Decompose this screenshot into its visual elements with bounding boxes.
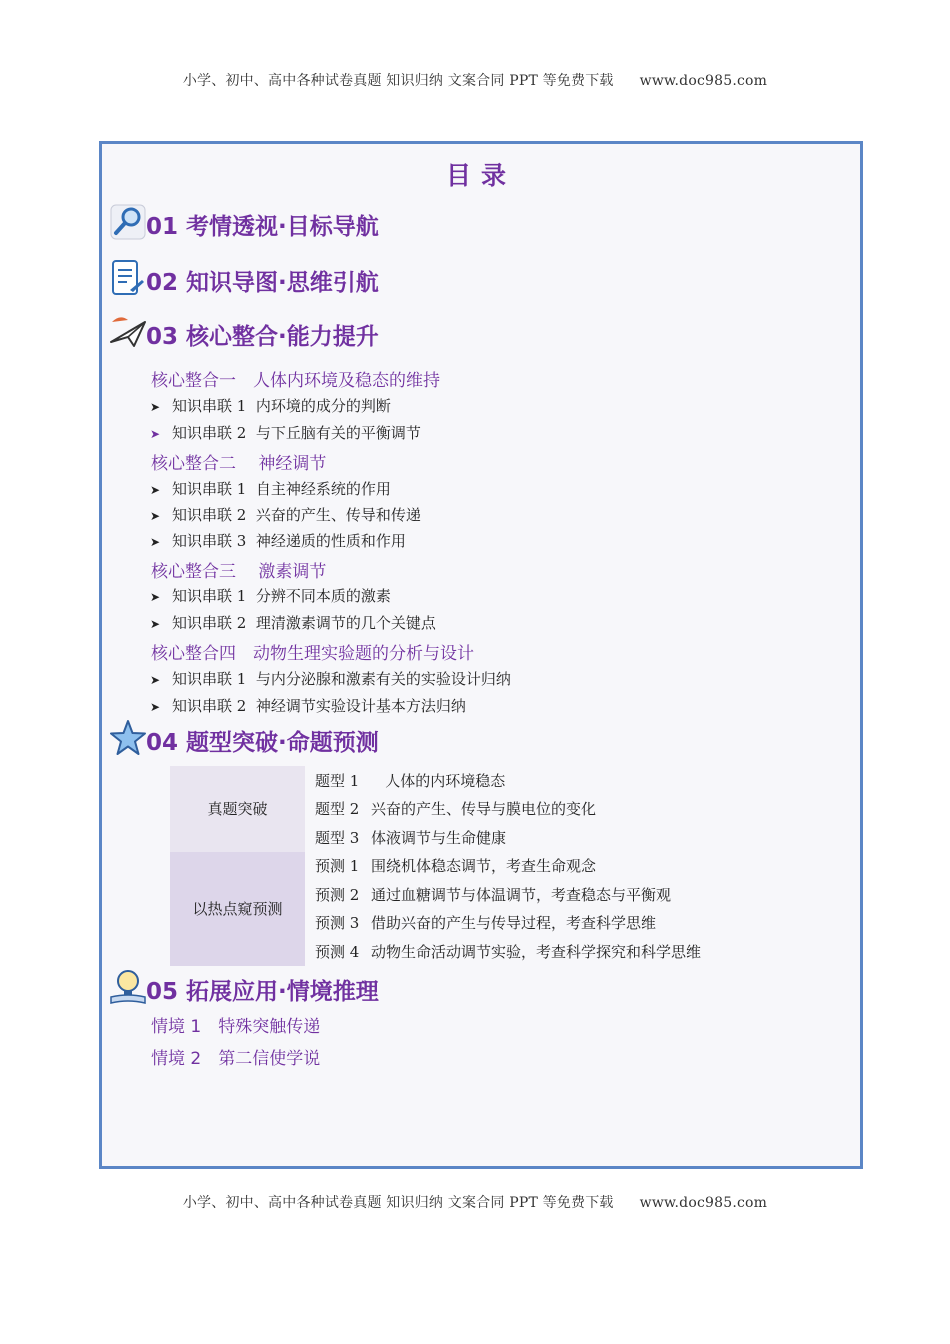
list-item[interactable]: ➤ 知识串联 1 与内分泌腺和激素有关的实验设计归纳 [150,670,511,688]
table-row[interactable]: 预测 1 围绕机体稳态调节，考查生命观念 [315,857,597,876]
list-item[interactable]: ➤ 知识串联 2 与下丘脑有关的平衡调节 [150,424,421,442]
core-group-3-title[interactable]: 核心整合三 激素调节 [151,562,327,582]
table-row[interactable]: 预测 4 动物生命活动调节实验，考查科学探究和科学思维 [315,942,702,961]
footer-text: 小学、初中、高中各种试卷真题 知识归纳 文案合同 PPT 等免费下载 [182,1195,614,1211]
section-03-title[interactable]: 03 核心整合·能力提升 [146,324,379,350]
arrowhead-icon: ➤ [150,483,161,497]
section-05-title[interactable]: 05 拓展应用·情境推理 [146,979,379,1005]
star-icon [108,718,148,758]
scene-2[interactable]: 情境 2 第二信使学说 [151,1049,321,1069]
question-table [170,766,701,966]
magnifier-icon [108,202,148,242]
scene-1[interactable]: 情境 1 特殊突触传递 [151,1017,321,1037]
table-row[interactable]: 题型 2 兴奋的产生、传导与膜电位的变化 [315,800,597,819]
toc-frame [99,141,863,1169]
arrowhead-icon: ➤ [150,509,161,523]
list-item[interactable]: ➤ 知识串联 3 神经递质的性质和作用 [150,532,406,550]
arrowhead-icon: ➤ [150,400,161,414]
section-02-title[interactable]: 02 知识导图·思维引航 [146,270,379,296]
arrowhead-icon: ➤ [150,617,161,631]
table-row[interactable]: 题型 1 人体的内环境稳态 [315,771,506,790]
arrowhead-icon: ➤ [150,590,161,604]
list-item[interactable]: ➤ 知识串联 1 自主神经系统的作用 [150,480,391,498]
list-item[interactable]: ➤ 知识串联 2 兴奋的产生、传导和传递 [150,506,421,524]
core-group-2-title[interactable]: 核心整合二 神经调节 [151,454,327,474]
list-item[interactable]: ➤ 知识串联 1 分辨不同本质的激素 [150,587,391,605]
document-pen-icon [108,258,148,298]
header-site[interactable]: www.doc985.com [639,73,768,89]
section-01-title[interactable]: 01 考情透视·目标导航 [146,214,379,240]
lightbulb-book-icon [108,967,148,1007]
arrowhead-icon: ➤ [150,673,161,687]
footer-site[interactable]: www.doc985.com [639,1195,768,1211]
page-footer [0,1192,950,1212]
category-hot-prediction: 以热点窥预测 [170,852,305,966]
list-item[interactable]: ➤ 知识串联 1 内环境的成分的判断 [150,397,391,415]
page-header [0,70,950,90]
header-text: 小学、初中、高中各种试卷真题 知识归纳 文案合同 PPT 等免费下载 [182,73,614,89]
core-group-1-title[interactable]: 核心整合一 人体内环境及稳态的维持 [151,371,440,391]
toc-title: 目录 [445,161,516,190]
table-row[interactable]: 题型 3 体液调节与生命健康 [315,828,507,847]
arrowhead-icon: ➤ [150,700,161,714]
arrowhead-icon: ➤ [150,427,161,441]
table-row[interactable]: 预测 2 通过血糖调节与体温调节，考查稳态与平衡观 [315,885,672,904]
paper-plane-icon [108,312,148,352]
list-item[interactable]: ➤ 知识串联 2 神经调节实验设计基本方法归纳 [150,697,466,715]
table-row[interactable]: 预测 3 借助兴奋的产生与传导过程，考查科学思维 [315,914,657,933]
arrowhead-icon: ➤ [150,535,161,549]
section-04-title[interactable]: 04 题型突破·命题预测 [146,730,379,756]
core-group-4-title[interactable]: 核心整合四 动物生理实验题的分析与设计 [151,644,474,664]
list-item[interactable]: ➤ 知识串联 2 理清激素调节的几个关键点 [150,614,436,632]
category-real-exam: 真题突破 [170,766,305,852]
